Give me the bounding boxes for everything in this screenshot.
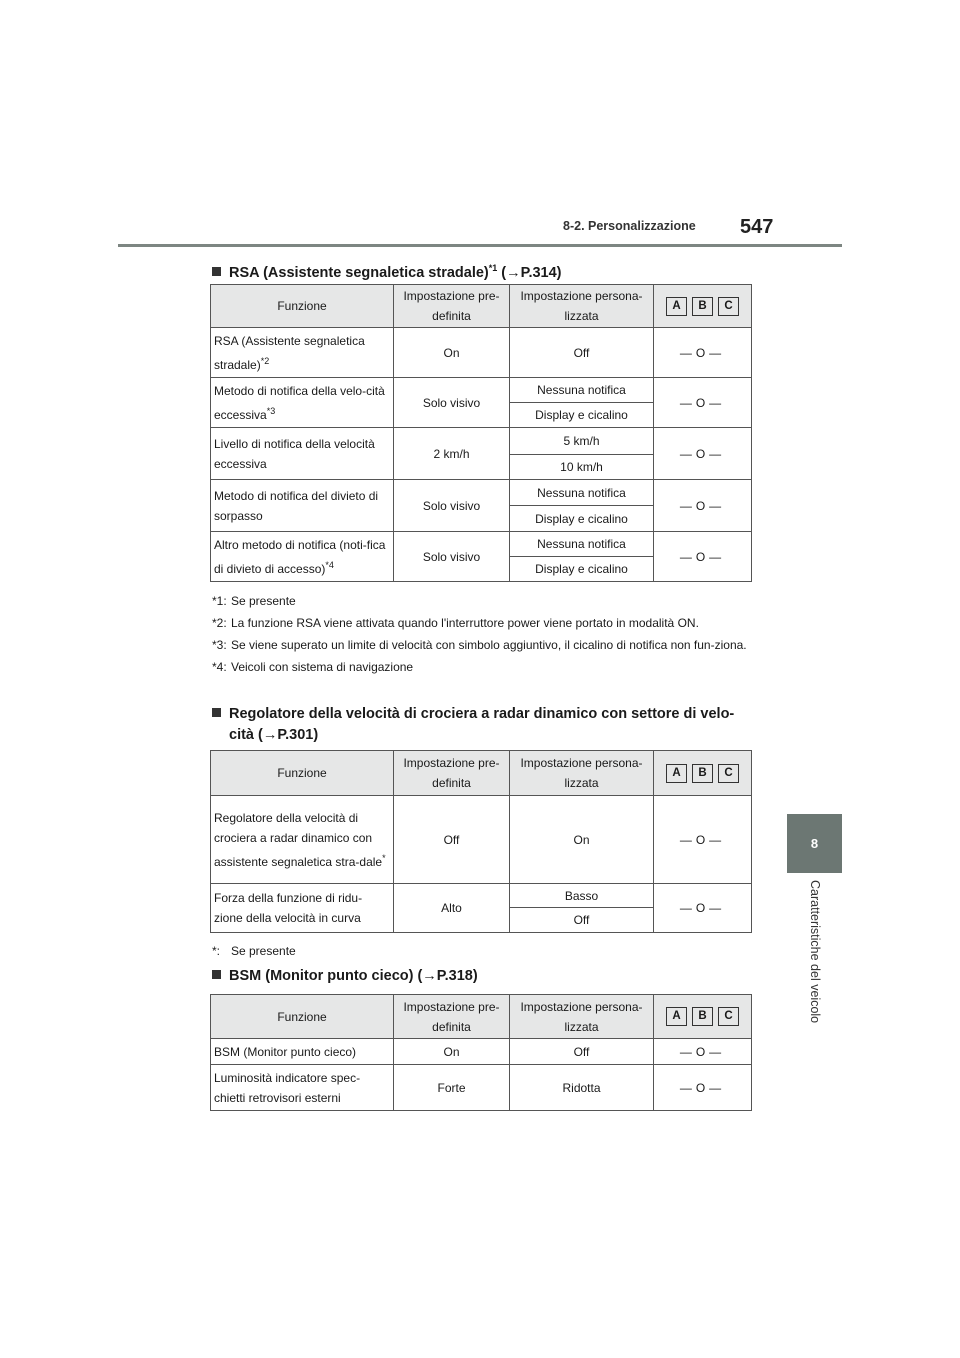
acc-table (210, 750, 752, 933)
cell-custom: Off (510, 328, 654, 378)
footnote: *2: La funzione RSA viene attivata quando l'interruttore power viene portato in modalità ON. (212, 616, 699, 630)
cell-custom: Display e cicalino (510, 557, 654, 582)
rsa-table (210, 284, 752, 582)
bullet-square-icon (212, 267, 221, 276)
col-custom: Impostazione persona-lizzata (510, 995, 654, 1039)
cell-funzione: Livello di notifica della velocità eccessiva (211, 428, 394, 480)
table-row (211, 428, 752, 455)
cell-default: On (394, 1039, 510, 1065)
cell-funzione: Regolatore della velocità di crociera a radar dinamico con assistente segnaletica stra-dale* (211, 796, 394, 884)
cell-abc: —O— (654, 1039, 752, 1065)
letter-a-icon: A (666, 764, 687, 783)
col-default: Impostazione pre-definita (394, 751, 510, 796)
cell-funzione: Metodo di notifica della velo-cità eccessiva$^{*3}$ (211, 378, 394, 428)
bsm-section-title: BSM (Monitor punto cieco) (→P.318) (212, 966, 478, 987)
acc-footnotes (212, 941, 757, 963)
cell-default: 2 km/h (394, 428, 510, 480)
chapter-tab: 8 (787, 814, 842, 873)
cell-funzione: BSM (Monitor punto cieco) (211, 1039, 394, 1065)
table-row (211, 378, 752, 403)
header-divider (118, 244, 842, 247)
cell-default: Alto (394, 884, 510, 933)
chapter-tab-label-wrap (787, 880, 842, 1040)
cell-abc: —O— (654, 1065, 752, 1111)
cell-custom: Display e cicalino (510, 403, 654, 428)
cell-custom: 10 km/h (510, 455, 654, 480)
cell-abc: —O— (654, 378, 752, 428)
cell-custom: Basso (510, 884, 654, 908)
cell-abc: —O— (654, 796, 752, 884)
cell-custom: 5 km/h (510, 428, 654, 455)
cell-abc: —O— (654, 328, 752, 378)
col-default: Impostazione pre-definita (394, 995, 510, 1039)
letter-c-icon: C (718, 297, 739, 316)
col-custom: Impostazione persona-lizzata (510, 285, 654, 328)
letter-a-icon: A (666, 297, 687, 316)
col-abc (654, 285, 752, 328)
cell-custom: Nessuna notifica (510, 532, 654, 557)
cell-custom: Off (510, 908, 654, 933)
cell-custom: Off (510, 1039, 654, 1065)
cell-default: Forte (394, 1065, 510, 1111)
cell-default: Solo visivo (394, 480, 510, 532)
table-row (211, 1065, 752, 1111)
table-row (211, 884, 752, 908)
letter-c-icon: C (718, 1007, 739, 1026)
cell-funzione: Luminosità indicatore spec-chietti retrovisori esterni (211, 1065, 394, 1111)
footnote: *3: Se viene superato un limite di velocità con simbolo aggiuntivo, il cicalino di notifica non fun-ziona. (212, 638, 747, 652)
letter-b-icon: B (692, 764, 713, 783)
cell-default: On (394, 328, 510, 378)
letter-b-icon: B (692, 1007, 713, 1026)
cell-custom: Ridotta (510, 1065, 654, 1111)
cell-default: Solo visivo (394, 532, 510, 582)
table-row (211, 796, 752, 884)
cell-funzione: RSA (Assistente segnaletica stradale)$^{*2}$ (211, 328, 394, 378)
bsm-table (210, 994, 752, 1111)
table-row (211, 532, 752, 557)
table-row (211, 480, 752, 506)
rsa-section-title: RSA (Assistente segnaletica stradale)$^{*1}$ (→P.314) (212, 258, 562, 284)
col-funzione: Funzione (211, 995, 394, 1039)
footnote: *: Se presente (212, 944, 296, 958)
col-funzione: Funzione (211, 285, 394, 328)
cell-abc: —O— (654, 532, 752, 582)
cell-custom: Nessuna notifica (510, 480, 654, 506)
letter-c-icon: C (718, 764, 739, 783)
letter-b-icon: B (692, 297, 713, 316)
section-header: 8-2. Personalizzazione (563, 219, 696, 233)
cell-funzione: Forza della funzione di ridu-zione della velocità in curva (211, 884, 394, 933)
cell-default: Solo visivo (394, 378, 510, 428)
bullet-square-icon (212, 970, 221, 979)
cell-custom: On (510, 796, 654, 884)
cell-custom: Display e cicalino (510, 506, 654, 532)
chapter-tab-label: Caratteristiche del veicolo (807, 880, 822, 1024)
col-custom: Impostazione persona-lizzata (510, 751, 654, 796)
bullet-square-icon (212, 708, 221, 717)
col-default: Impostazione pre-definita (394, 285, 510, 328)
page-number: 547 (740, 216, 774, 238)
col-abc (654, 751, 752, 796)
cell-abc: —O— (654, 428, 752, 480)
rsa-footnotes (212, 591, 757, 679)
acc-section-title: Regolatore della velocità di crociera a radar dinamico con settore di velo- cità (→P.301) (212, 704, 734, 746)
table-row (211, 328, 752, 378)
col-abc (654, 995, 752, 1039)
letter-a-icon: A (666, 1007, 687, 1026)
cell-custom: Nessuna notifica (510, 378, 654, 403)
col-funzione: Funzione (211, 751, 394, 796)
cell-abc: —O— (654, 480, 752, 532)
cell-funzione: Altro metodo di notifica (noti-fica di divieto di accesso)$^{*4}$ (211, 532, 394, 582)
cell-abc: —O— (654, 884, 752, 933)
cell-default: Off (394, 796, 510, 884)
table-row (211, 1039, 752, 1065)
cell-funzione: Metodo di notifica del divieto di sorpasso (211, 480, 394, 532)
footnote: *4: Veicoli con sistema di navigazione (212, 660, 414, 674)
footnote: *1: Se presente (212, 594, 296, 608)
